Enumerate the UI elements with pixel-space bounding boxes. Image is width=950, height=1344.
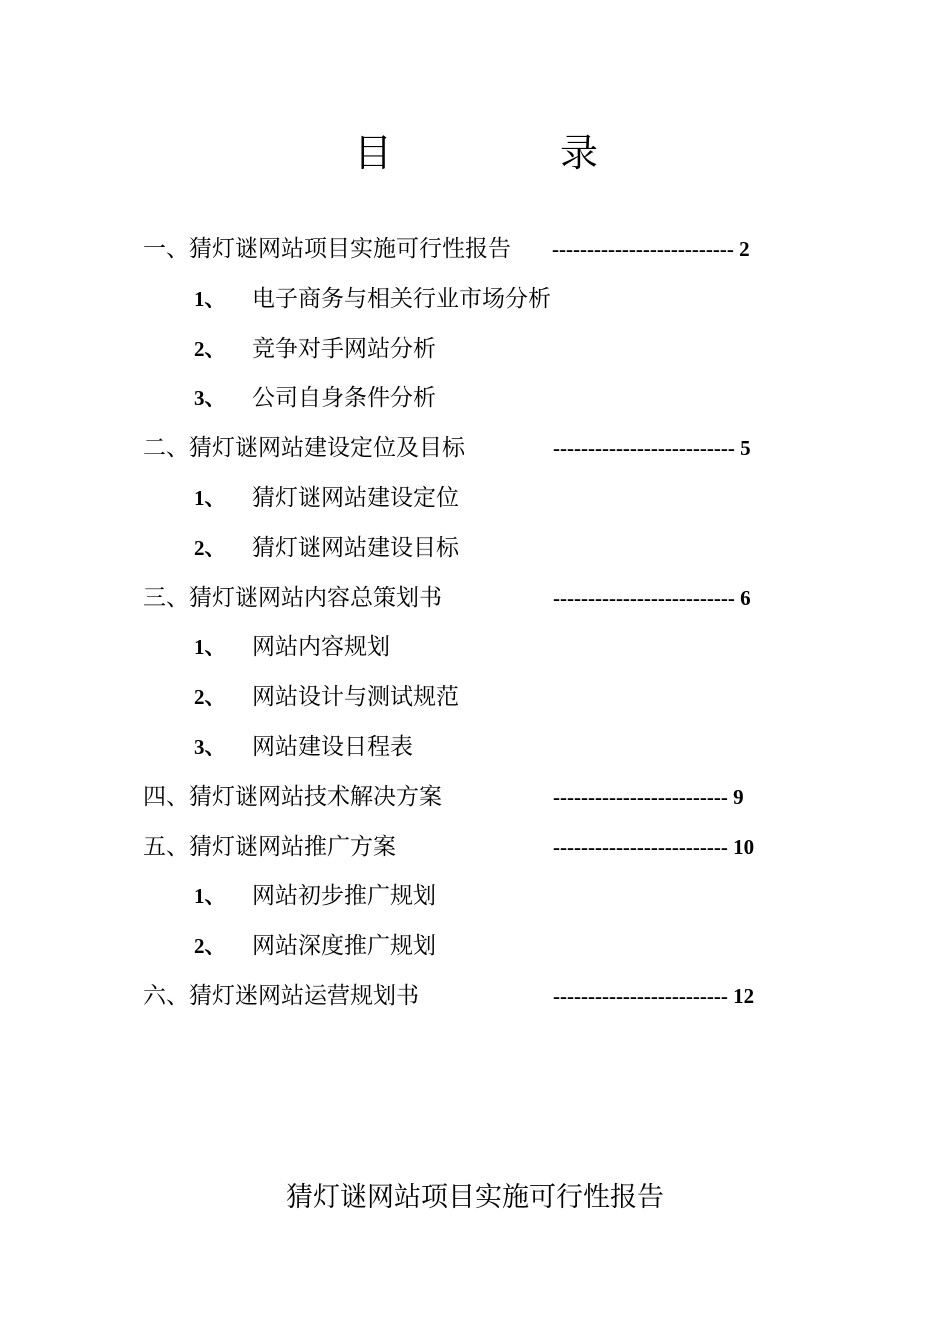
toc-entry-text: 二、猜灯谜网站建设定位及目标 — [143, 435, 465, 462]
toc-entry[interactable] — [0, 972, 950, 1022]
toc-subentry[interactable] — [0, 673, 950, 723]
toc-title — [0, 128, 950, 178]
toc-subentry-number: 1、 — [194, 635, 226, 660]
toc-entry[interactable] — [0, 424, 950, 474]
toc-entry-text: 三、猜灯谜网站内容总策划书 — [143, 584, 442, 611]
toc-title-char-1: 目 — [354, 131, 393, 175]
toc-subentry-text: 猜灯谜网站建设目标 — [252, 534, 459, 561]
toc-subentry-text: 竞争对手网站分析 — [252, 335, 436, 362]
toc-subentry[interactable] — [0, 325, 950, 375]
toc-subentry-text: 网站初步推广规划 — [252, 883, 436, 910]
toc-subentry-number: 2、 — [194, 934, 226, 959]
toc-entry[interactable] — [0, 574, 950, 624]
toc-subentry-text: 网站深度推广规划 — [252, 933, 436, 960]
toc-subentry-number: 1、 — [194, 485, 226, 510]
toc-entry-page: ------------------------- 9 — [553, 784, 744, 809]
toc-subentry-text: 电子商务与相关行业市场分析 — [252, 285, 551, 312]
toc-subentry-text: 网站设计与测试规范 — [252, 684, 459, 711]
toc-entry[interactable] — [0, 773, 950, 823]
toc-entry-page: ------------------------- 10 — [553, 834, 755, 859]
toc-subentry-number: 2、 — [194, 535, 226, 560]
toc-title-char-2: 录 — [560, 131, 599, 175]
toc-subentry-number: 1、 — [194, 884, 226, 909]
toc-entry[interactable] — [0, 225, 950, 275]
toc-subentry[interactable] — [0, 374, 950, 424]
toc-subentry-number: 3、 — [194, 386, 226, 411]
toc-subentry[interactable] — [0, 723, 950, 773]
toc-entry-page: -------------------------- 5 — [553, 436, 751, 461]
toc-entry-text: 一、猜灯谜网站项目实施可行性报告 — [143, 236, 511, 262]
toc-subentry-number: 2、 — [194, 685, 226, 710]
document-heading: 猜灯谜网站项目实施可行性报告 — [286, 1182, 664, 1213]
toc-subentry-text: 网站内容规划 — [252, 634, 390, 661]
toc-subentry-number: 1、 — [194, 286, 226, 311]
toc-subentry-text: 猜灯谜网站建设定位 — [252, 484, 459, 511]
toc-subentry-text: 公司自身条件分析 — [252, 385, 436, 412]
toc-entry-page: -------------------------- 2 — [552, 237, 750, 261]
toc-subentry[interactable] — [0, 872, 950, 922]
toc-subentry-text: 网站建设日程表 — [252, 733, 413, 760]
toc-entry-page: -------------------------- 6 — [553, 585, 751, 610]
toc-subentry[interactable] — [0, 524, 950, 574]
toc-subentry[interactable] — [0, 474, 950, 524]
toc-subentry-number: 3、 — [194, 734, 226, 759]
toc-entry-page: ------------------------- 12 — [553, 983, 755, 1008]
toc-entry[interactable] — [0, 823, 950, 873]
toc-subentry-number: 2、 — [194, 336, 226, 361]
table-of-contents — [0, 225, 950, 1022]
toc-subentry[interactable] — [0, 922, 950, 972]
toc-entry-text: 四、猜灯谜网站技术解决方案 — [143, 783, 442, 810]
toc-entry-text: 六、猜灯迷网站运营规划书 — [143, 982, 419, 1009]
toc-subentry[interactable] — [0, 275, 950, 325]
toc-subentry[interactable] — [0, 623, 950, 673]
toc-entry-text: 五、猜灯谜网站推广方案 — [143, 833, 396, 860]
